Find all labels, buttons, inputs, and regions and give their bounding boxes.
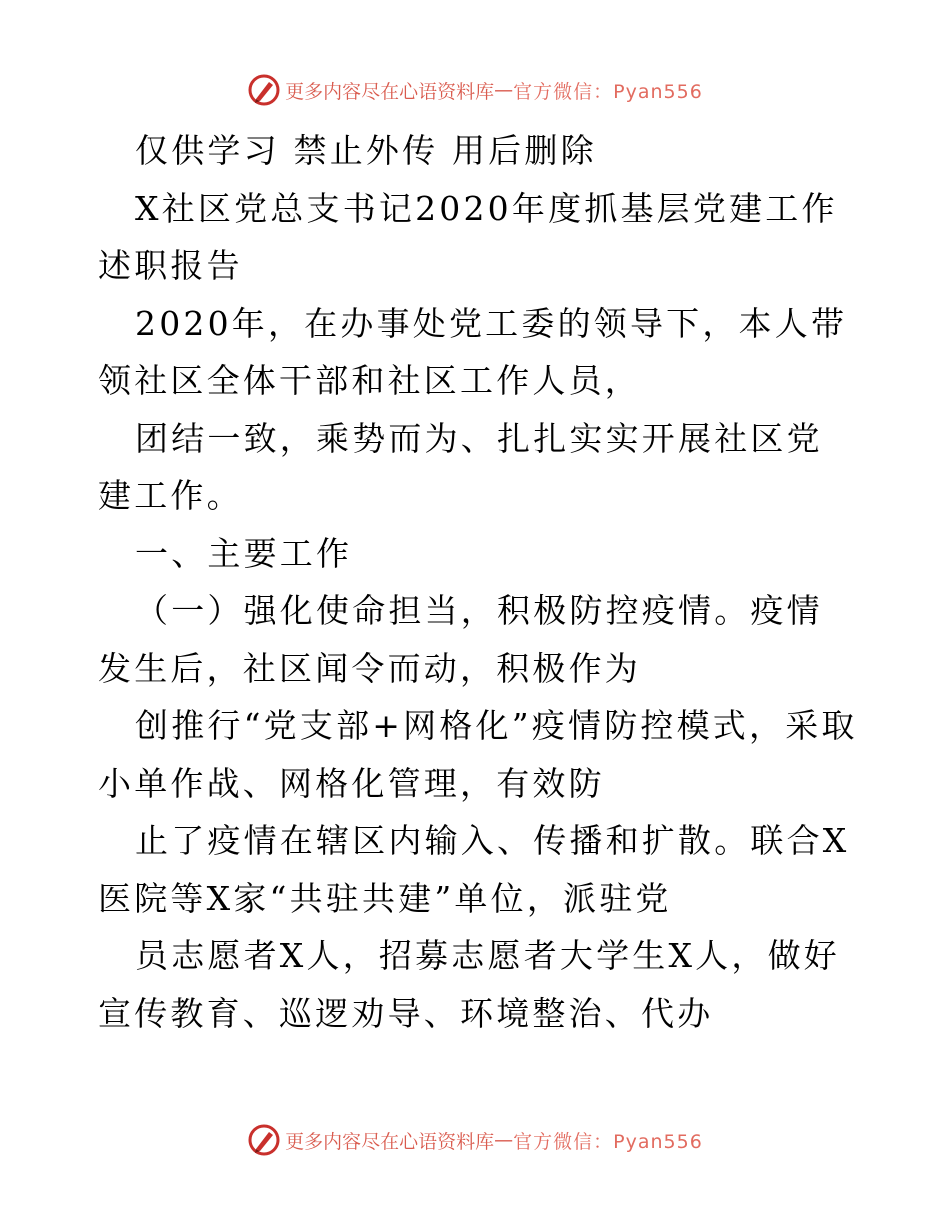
paragraph-2: 团结一致，乘势而为、扎扎实实开展社区党建工作。 xyxy=(98,418,823,515)
red-pen-seal-icon xyxy=(247,1123,281,1157)
document-title: X社区党总支书记2020年度抓基层党建工作述职报告 xyxy=(98,188,838,285)
paragraph-6: 员志愿者X人，招募志愿者大学生X人，做好宣传教育、巡逻劝导、环境整治、代办 xyxy=(98,936,840,1033)
section-heading: 一、主要工作 xyxy=(135,533,353,573)
banner-wechat: 官方微信：Pyan556 xyxy=(513,1130,703,1153)
paragraph-5: 止了疫情在辖区内输入、传播和扩散。联合X医院等X家“共驻共建”单位，派驻党 xyxy=(98,821,850,918)
paragraph-1: 2020年，在办事处党工委的领导下，本人带领社区全体干部和社区工作人员， xyxy=(98,303,848,400)
banner-wechat: 官方微信：Pyan556 xyxy=(513,80,703,103)
paragraph-4: 创推行“党支部+网格化”疫情防控模式，采取小单作战、网格化管理，有效防 xyxy=(98,706,858,803)
banner-dash: — xyxy=(494,79,514,101)
header-banner xyxy=(0,70,950,110)
footer-banner xyxy=(0,1120,950,1160)
paragraph-3: （一）强化使命担当，积极防控疫情。疫情发生后，社区闻令而动，积极作为 xyxy=(98,591,823,688)
banner-text: 更多内容尽在心语资料库 xyxy=(285,80,495,103)
banner-text: 更多内容尽在心语资料库 xyxy=(285,1130,495,1153)
banner-dash: — xyxy=(494,1129,514,1151)
red-pen-seal-icon xyxy=(247,73,281,107)
document-body xyxy=(98,122,858,1042)
notice-line: 仅供学习 禁止外传 用后删除 xyxy=(135,131,597,170)
